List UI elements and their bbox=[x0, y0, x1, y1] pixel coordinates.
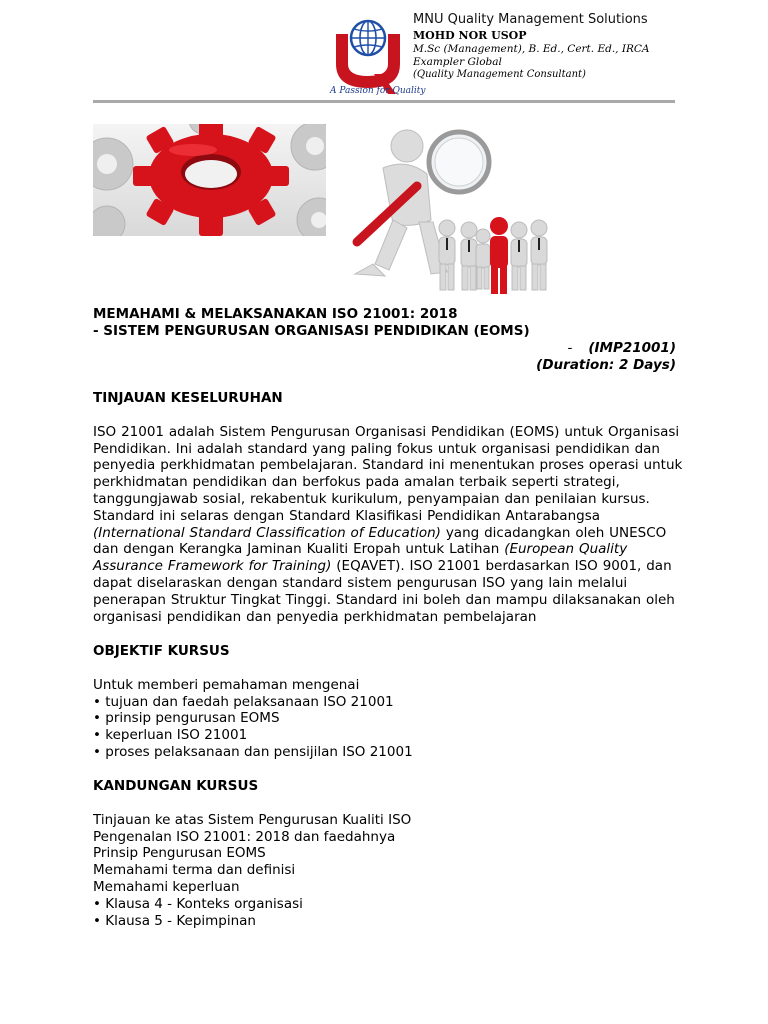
course-subtitle: - SISTEM PENGURUSAN ORGANISASI PENDIDIKAN (EOMS) bbox=[93, 323, 530, 339]
course-duration: (Duration: 2 Days) bbox=[536, 357, 676, 373]
content-item: Pengenalan ISO 21001: 2018 dan faedahnya bbox=[93, 828, 396, 845]
consultant-credentials: M.Sc (Management), B. Ed., Cert. Ed., IRCA bbox=[413, 43, 650, 55]
objectives-section bbox=[93, 643, 683, 761]
objective-item: • tujuan dan faedah pelaksanaan ISO 21001 bbox=[93, 693, 394, 710]
objective-item: • proses pelaksanaan dan pensijilan ISO 21001 bbox=[93, 743, 413, 760]
overview-eqavet: (European Quality Assurance Framework for Training) bbox=[93, 541, 628, 575]
content-item: Tinjauan ke atas Sistem Pengurusan Kualiti ISO bbox=[93, 811, 412, 828]
objective-item: • keperluan ISO 21001 bbox=[93, 727, 248, 744]
content-item: • Klausa 5 - Kepimpinan bbox=[93, 912, 256, 929]
overview-section bbox=[93, 390, 683, 625]
header-divider bbox=[93, 100, 675, 103]
content-item: • Klausa 4 - Konteks organisasi bbox=[93, 895, 303, 912]
course-title: MEMAHAMI & MELAKSANAKAN ISO 21001: 2018 bbox=[93, 306, 458, 322]
consultant-role: (Quality Management Consultant) bbox=[413, 69, 586, 80]
contents-heading: KANDUNGAN KURSUS bbox=[93, 778, 259, 794]
consultant-employer: Exampler Global bbox=[413, 56, 502, 68]
overview-text-1: ISO 21001 adalah Sistem Pengurusan Organisasi Pendidikan (EOMS) untuk Organisasi Pendidikan. Ini adalah standard yang paling fokus untuk organisasi pendidikan dan penyedia perkhidmatan pembelajaran. Standard ini menentukan proses operasi untuk perkhidmatan pendidikan dan berfokus pada amalan terbaik seperti strategi, tanggungjawab sosial, rekabentuk kurikulum, penyampaian dan penilaian kursus. Standard ini selaras dengan Standard Klasifikasi Pendidikan Antarabangsa bbox=[93, 423, 683, 524]
overview-text-3: (EQAVET). ISO 21001 berdasarkan ISO 9001, dan dapat diselaraskan dengan standard sistem pengurusan ISO yang lain melalui penerapan Struktur Tingkat Tinggi. Standard ini boleh dan mampu dilaksanakan oleh organisasi pendidikan dan penyedia perkhidmatan pembelajaran bbox=[93, 558, 675, 625]
course-code bbox=[567, 340, 676, 356]
course-code-dash: - bbox=[567, 340, 573, 356]
company-name: MNU Quality Management Solutions bbox=[413, 12, 648, 27]
overview-text-2: yang dicadangkan oleh UNESCO dan dengan Kerangka Jaminan Kualiti Eropah untuk Latihan bbox=[93, 524, 667, 558]
content-item: Memahami keperluan bbox=[93, 878, 240, 895]
contents-section bbox=[93, 778, 683, 929]
consultant-name: MOHD NOR USOP bbox=[413, 29, 527, 42]
logo-tagline: A Passion for Quality bbox=[330, 86, 426, 96]
objectives-intro: Untuk memberi pemahaman mengenai bbox=[93, 676, 360, 693]
overview-paragraph bbox=[93, 424, 683, 626]
magnifier-people-image bbox=[335, 124, 588, 304]
objectives-heading: OBJEKTIF KURSUS bbox=[93, 643, 230, 659]
overview-heading: TINJAUAN KESELURUHAN bbox=[93, 390, 283, 406]
objective-item: • prinsip pengurusan EOMS bbox=[93, 710, 280, 727]
course-code-text: (IMP21001) bbox=[588, 340, 676, 356]
overview-isced: (International Standard Classification of Education) bbox=[93, 524, 441, 541]
content-item: Prinsip Pengurusan EOMS bbox=[93, 845, 266, 862]
content-item: Memahami terma dan definisi bbox=[93, 862, 296, 879]
red-gear-image bbox=[93, 124, 326, 236]
